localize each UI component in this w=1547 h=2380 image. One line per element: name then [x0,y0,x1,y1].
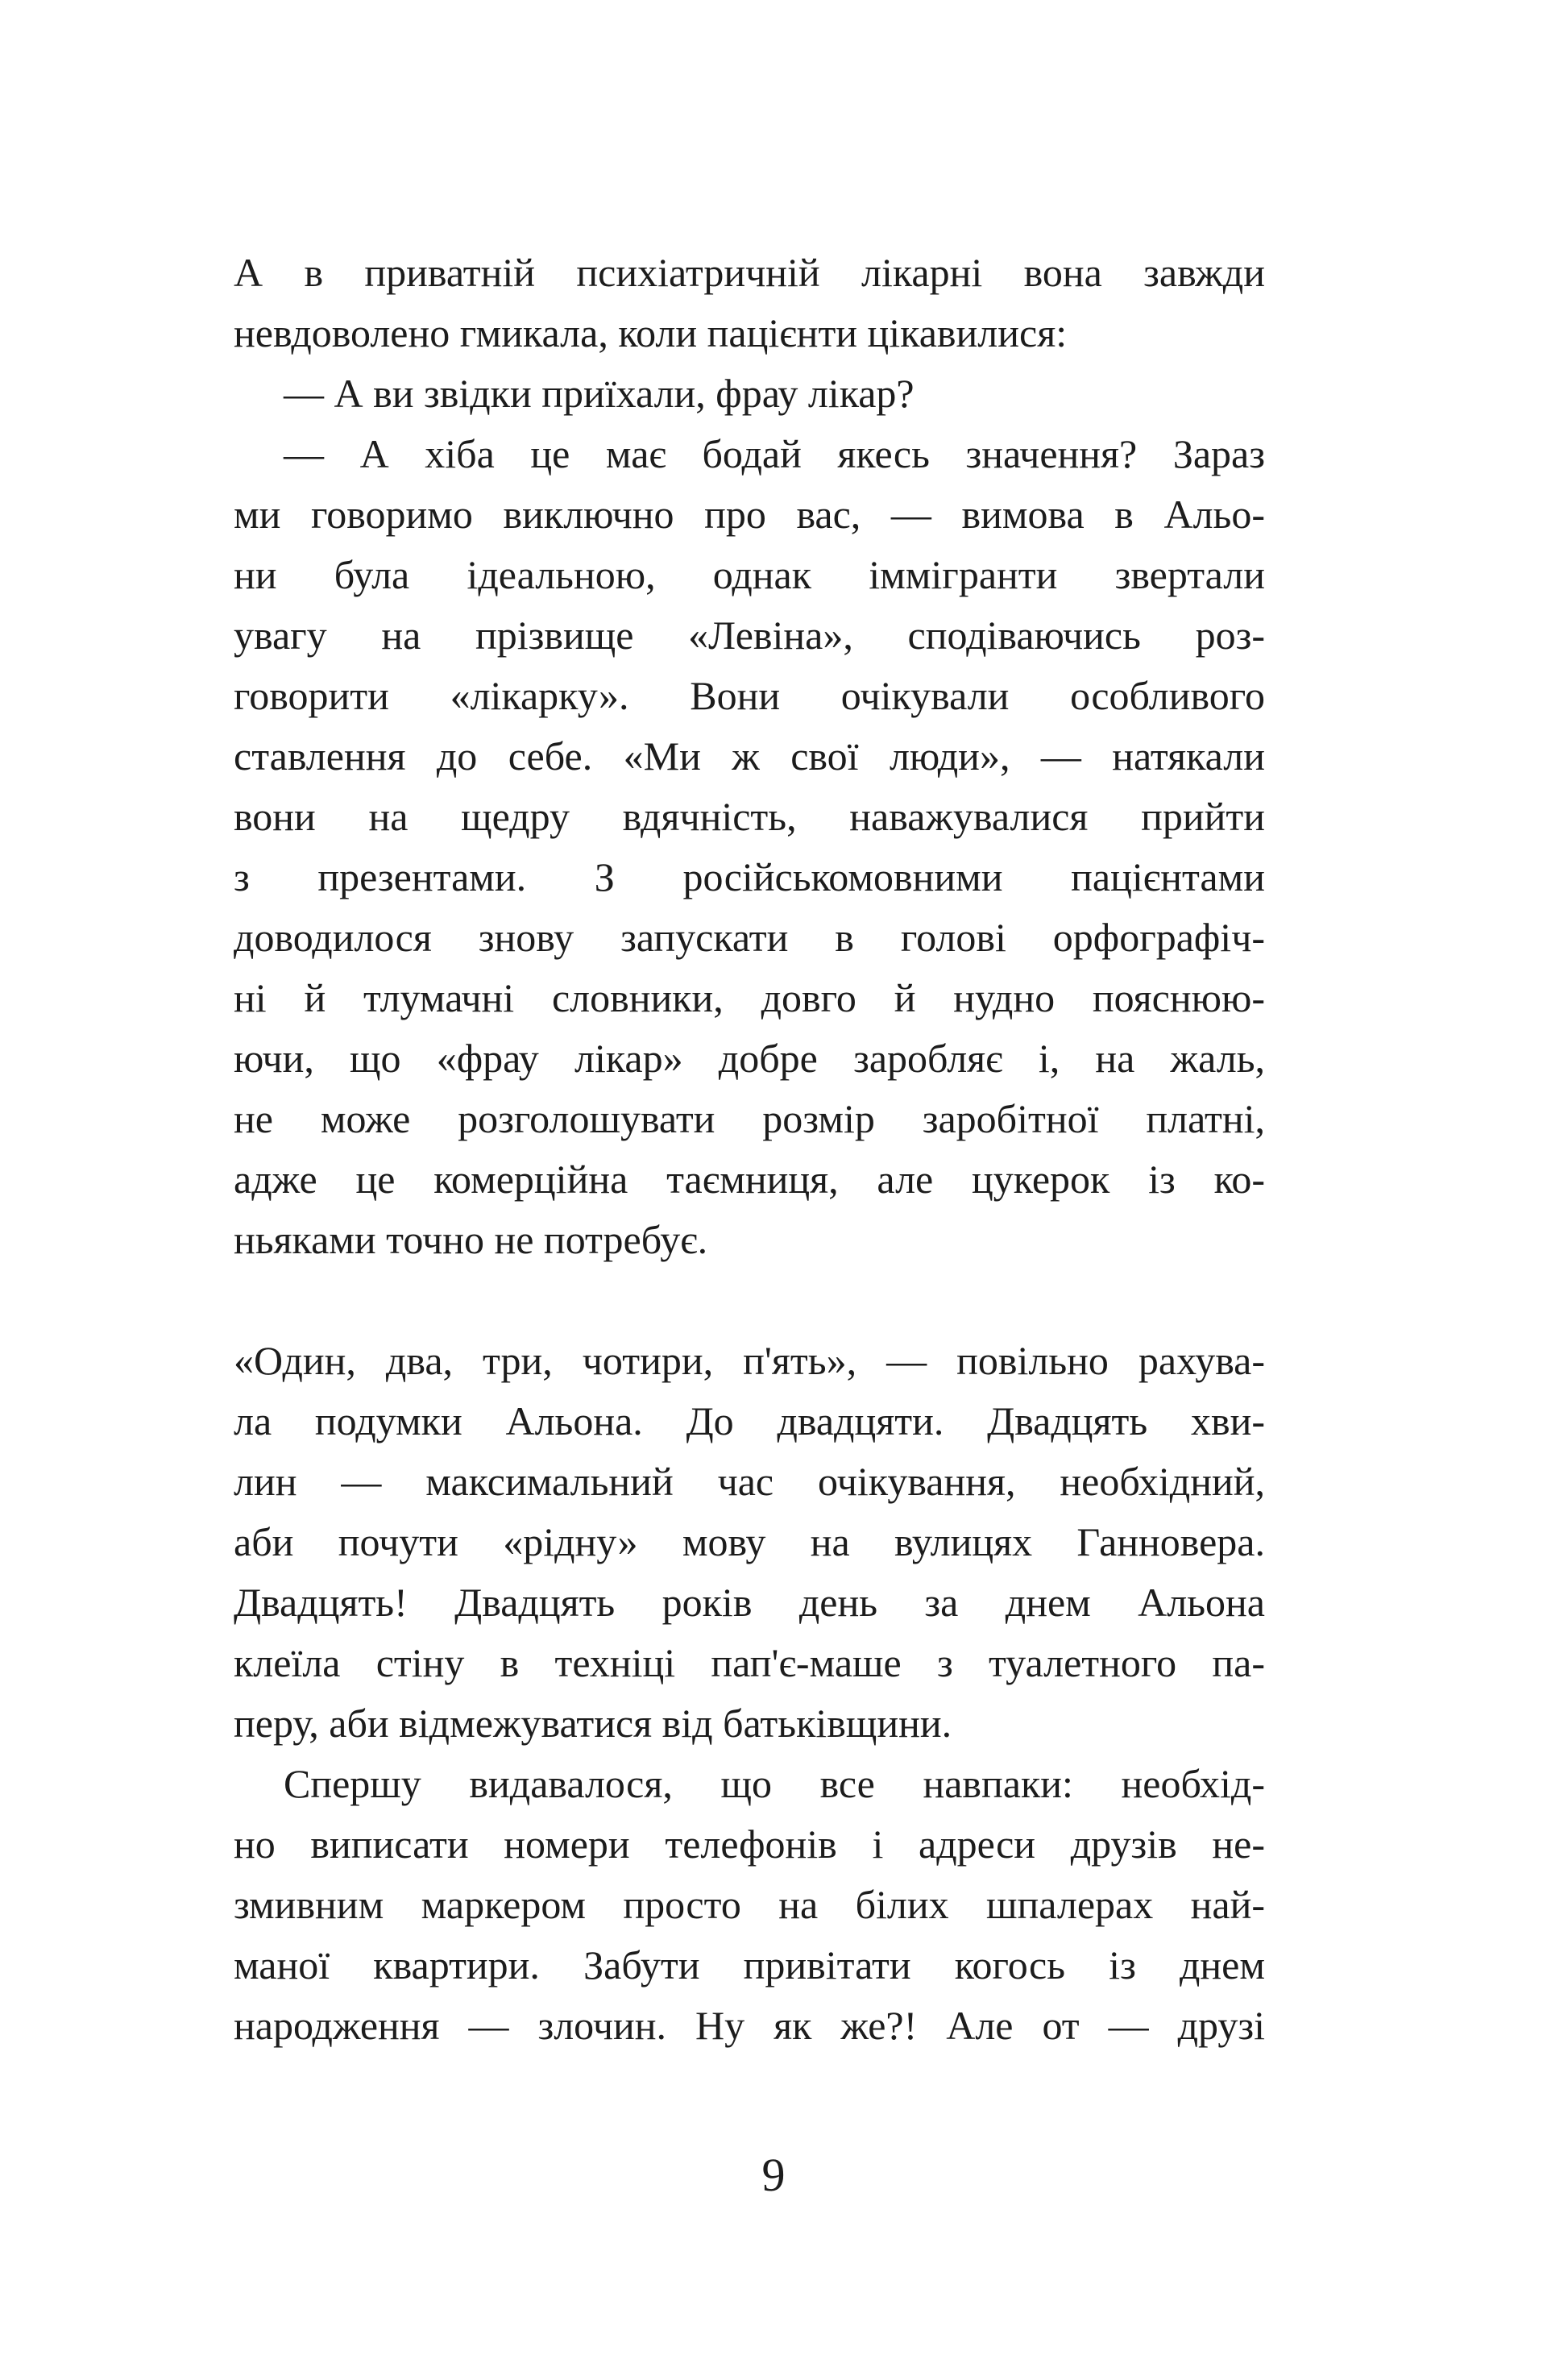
text-line: А в приватній психіатричній лікарні вона завжди [234,250,1265,295]
paragraph [234,243,1265,363]
text-line: змивним маркером просто на білих шпалерах най- [234,1882,1265,1927]
text-line: — А ви звідки приїхали, фрау лікар? [284,371,915,416]
paragraph [234,424,1265,1270]
page-number: 9 [761,2149,786,2201]
text-line: лин — максимальний час очікування, необхідний, [234,1459,1265,1504]
text-line: клеїла стіну в техніці пап'є-маше з туалетного па- [234,1640,1265,1685]
text-line: ньяками точно не потребує. [234,1217,708,1262]
text-line: народження — злочин. Ну як же?! Але от — друзі [234,2003,1265,2048]
text-line: аби почути «рідну» мову на вулицях Ганновера. [234,1519,1265,1564]
text-line: невдоволено гмикала, коли пацієнти цікавилися: [234,310,1068,355]
paragraph [234,1331,1265,1754]
text-line: ставлення до себе. «Ми ж свої люди», — натякали [234,733,1265,779]
text-line: увагу на прізвище «Левіна», сподіваючись роз- [234,613,1265,658]
text-line: ючи, що «фрау лікар» добре заробляє і, на жаль, [234,1036,1265,1081]
text-line: говорити «лікарку». Вони очікували особливого [234,673,1265,718]
text-line: адже це комерційна таємниця, але цукерок із ко- [234,1157,1265,1202]
text-line: «Один, два, три, чотири, п'ять», — повільно рахува- [234,1338,1265,1383]
text-line: не може розголошувати розмір заробітної платні, [234,1096,1265,1141]
text-line: вони на щедру вдячність, наважувалися прийти [234,794,1265,839]
text-line: Спершу видавалося, що все навпаки: необхід- [284,1761,1265,1806]
paragraph [234,363,1265,424]
text-line: — А хіба це має бодай якесь значення? Зараз [284,431,1265,476]
text-line: ми говоримо виключно про вас, — вимова в Альо- [234,492,1265,537]
text-line: но виписати номери телефонів і адреси друзів не- [234,1821,1265,1867]
text-line: ла подумки Альона. До двадцяти. Двадцять хви- [234,1398,1265,1443]
book-page-text [234,243,1265,2056]
text-line: перу, аби відмежуватися від батьківщини. [234,1701,952,1746]
paragraph [234,1754,1265,2056]
paragraph-gap [234,1270,1265,1331]
text-line: з презентами. З російськомовними пацієнтами [234,854,1265,899]
text-line: маної квартири. Забути привітати когось із днем [234,1942,1265,1987]
text-line: ни була ідеальною, однак іммігранти звертали [234,552,1265,597]
text-line: Двадцять! Двадцять років день за днем Альона [234,1580,1265,1625]
text-line: ні й тлумачні словники, довго й нудно пояснюю- [234,975,1265,1020]
text-line: доводилося знову запускати в голові орфографіч- [234,915,1265,960]
